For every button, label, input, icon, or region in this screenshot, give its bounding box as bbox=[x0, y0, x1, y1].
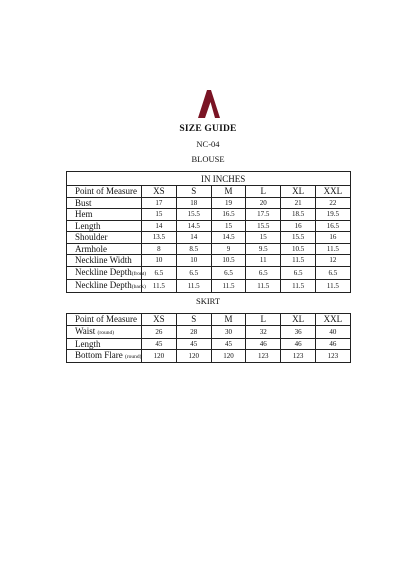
size-value-cell: 36 bbox=[281, 325, 316, 338]
measure-name: Neckline Width bbox=[75, 255, 132, 266]
measure-label bbox=[67, 220, 142, 232]
size-value-cell: 32 bbox=[246, 325, 281, 338]
size-value-cell: 17 bbox=[142, 197, 177, 209]
size-value-cell: 15.5 bbox=[246, 220, 281, 232]
size-value-cell: 120 bbox=[142, 350, 177, 363]
size-value-cell: 8.5 bbox=[176, 243, 211, 255]
size-value-cell: 19.5 bbox=[315, 209, 350, 221]
size-value-cell: 19 bbox=[211, 197, 246, 209]
size-value-cell: 12 bbox=[315, 255, 350, 267]
table-row bbox=[67, 220, 351, 232]
table-row bbox=[67, 197, 351, 209]
table-row bbox=[67, 325, 351, 338]
size-value-cell: 45 bbox=[142, 338, 177, 350]
size-value-cell: 11.5 bbox=[281, 255, 316, 267]
measure-label bbox=[67, 197, 142, 209]
measure-label bbox=[67, 325, 142, 338]
size-value-cell: 40 bbox=[315, 325, 350, 338]
size-value-cell: 14.5 bbox=[211, 232, 246, 244]
size-value-cell: 11.5 bbox=[246, 279, 281, 292]
column-header-size: XXL bbox=[315, 314, 350, 326]
measure-label bbox=[67, 232, 142, 244]
size-value-cell: 20 bbox=[246, 197, 281, 209]
size-value-cell: 11 bbox=[246, 255, 281, 267]
table-row bbox=[67, 350, 351, 363]
column-header-size: XS bbox=[142, 186, 177, 198]
size-value-cell: 17.5 bbox=[246, 209, 281, 221]
blouse-size-table bbox=[66, 171, 351, 293]
header-row bbox=[67, 314, 351, 326]
unit-label: IN INCHES bbox=[67, 172, 351, 186]
size-value-cell: 13.5 bbox=[142, 232, 177, 244]
size-value-cell: 18.5 bbox=[281, 209, 316, 221]
column-header-size: S bbox=[176, 314, 211, 326]
table-row bbox=[67, 243, 351, 255]
table-row bbox=[67, 209, 351, 221]
size-value-cell: 123 bbox=[281, 350, 316, 363]
measure-name: Armhole bbox=[75, 243, 107, 254]
size-value-cell: 11.5 bbox=[211, 279, 246, 292]
size-value-cell: 11.5 bbox=[315, 243, 350, 255]
size-value-cell: 14 bbox=[142, 220, 177, 232]
measure-note: (back) bbox=[131, 283, 146, 290]
measure-name: Waist bbox=[75, 325, 96, 336]
size-value-cell: 120 bbox=[176, 350, 211, 363]
size-value-cell: 16 bbox=[315, 232, 350, 244]
skirt-size-table bbox=[66, 313, 351, 363]
table-row bbox=[67, 338, 351, 350]
size-value-cell: 22 bbox=[315, 197, 350, 209]
size-value-cell: 6.5 bbox=[315, 266, 350, 279]
column-header-measure: Point of Measure bbox=[67, 186, 142, 198]
size-value-cell: 9.5 bbox=[246, 243, 281, 255]
size-value-cell: 6.5 bbox=[211, 266, 246, 279]
skirt-section-title: SKIRT bbox=[195, 296, 221, 306]
column-header-size: XL bbox=[281, 314, 316, 326]
size-value-cell: 45 bbox=[176, 338, 211, 350]
measure-note: (round) bbox=[125, 354, 142, 360]
measure-label bbox=[67, 279, 146, 292]
size-value-cell: 18 bbox=[176, 197, 211, 209]
size-value-cell: 15 bbox=[142, 209, 177, 221]
size-value-cell: 46 bbox=[281, 338, 316, 350]
size-value-cell: 120 bbox=[211, 350, 246, 363]
size-value-cell: 10 bbox=[176, 255, 211, 267]
size-value-cell: 28 bbox=[176, 325, 211, 338]
column-header-size: XXL bbox=[315, 186, 350, 198]
measure-name: Length bbox=[75, 338, 101, 349]
size-value-cell: 15 bbox=[246, 232, 281, 244]
table-row bbox=[67, 232, 351, 244]
size-value-cell: 14 bbox=[176, 232, 211, 244]
size-value-cell: 10.5 bbox=[281, 243, 316, 255]
size-value-cell: 10.5 bbox=[211, 255, 246, 267]
column-header-size: M bbox=[211, 314, 246, 326]
size-value-cell: 16.5 bbox=[315, 220, 350, 232]
size-value-cell: 11.5 bbox=[281, 279, 316, 292]
unit-row bbox=[67, 172, 351, 186]
page-title: SIZE GUIDE bbox=[179, 124, 237, 134]
size-value-cell: 26 bbox=[142, 325, 177, 338]
size-value-cell: 6.5 bbox=[246, 266, 281, 279]
measure-name: Neckline Depth bbox=[75, 266, 132, 277]
measure-label bbox=[67, 255, 142, 267]
size-value-cell: 46 bbox=[246, 338, 281, 350]
triangle-a-logo-icon bbox=[198, 90, 220, 118]
table-row bbox=[67, 279, 351, 292]
size-value-cell: 123 bbox=[246, 350, 281, 363]
size-value-cell: 6.5 bbox=[176, 266, 211, 279]
measure-name: Shoulder bbox=[75, 232, 108, 243]
size-value-cell: 30 bbox=[211, 325, 246, 338]
column-header-size: M bbox=[211, 186, 246, 198]
measure-label bbox=[67, 209, 142, 221]
size-value-cell: 6.5 bbox=[142, 266, 177, 279]
column-header-size: S bbox=[176, 186, 211, 198]
measure-name: Hem bbox=[75, 209, 93, 220]
size-value-cell: 46 bbox=[315, 338, 350, 350]
size-value-cell: 15 bbox=[211, 220, 246, 232]
size-value-cell: 21 bbox=[281, 197, 316, 209]
table-row bbox=[67, 255, 351, 267]
product-code: NC-04 bbox=[196, 139, 220, 149]
size-value-cell: 11.5 bbox=[176, 279, 211, 292]
measure-label bbox=[67, 243, 142, 255]
size-value-cell: 15.5 bbox=[281, 232, 316, 244]
measure-name: Neckline Depth bbox=[75, 279, 132, 290]
measure-name: Bottom Flare bbox=[75, 350, 123, 360]
size-value-cell: 16.5 bbox=[211, 209, 246, 221]
size-value-cell: 6.5 bbox=[281, 266, 316, 279]
size-value-cell: 9 bbox=[211, 243, 246, 255]
column-header-size: L bbox=[246, 314, 281, 326]
column-header-size: L bbox=[246, 186, 281, 198]
blouse-section-title: BLOUSE bbox=[191, 154, 225, 164]
measure-name: Length bbox=[75, 220, 101, 231]
size-value-cell: 8 bbox=[142, 243, 177, 255]
size-value-cell: 123 bbox=[315, 350, 350, 363]
size-value-cell: 15.5 bbox=[176, 209, 211, 221]
header-row bbox=[67, 186, 351, 198]
column-header-size: XL bbox=[281, 186, 316, 198]
size-value-cell: 16 bbox=[281, 220, 316, 232]
measure-note: (round) bbox=[97, 329, 115, 336]
measure-name: Bust bbox=[75, 197, 92, 208]
size-value-cell: 45 bbox=[211, 338, 246, 350]
table-row bbox=[67, 266, 351, 279]
column-header-measure: Point of Measure bbox=[67, 314, 142, 326]
column-header-size: XS bbox=[142, 314, 177, 326]
measure-label bbox=[67, 350, 142, 363]
size-value-cell: 14.5 bbox=[176, 220, 211, 232]
measure-label bbox=[67, 338, 142, 350]
size-value-cell: 10 bbox=[142, 255, 177, 267]
measure-label bbox=[67, 266, 147, 279]
measure-note: (front) bbox=[131, 270, 147, 277]
size-value-cell: 11.5 bbox=[315, 279, 350, 292]
size-value-cell: 11.5 bbox=[142, 279, 177, 292]
